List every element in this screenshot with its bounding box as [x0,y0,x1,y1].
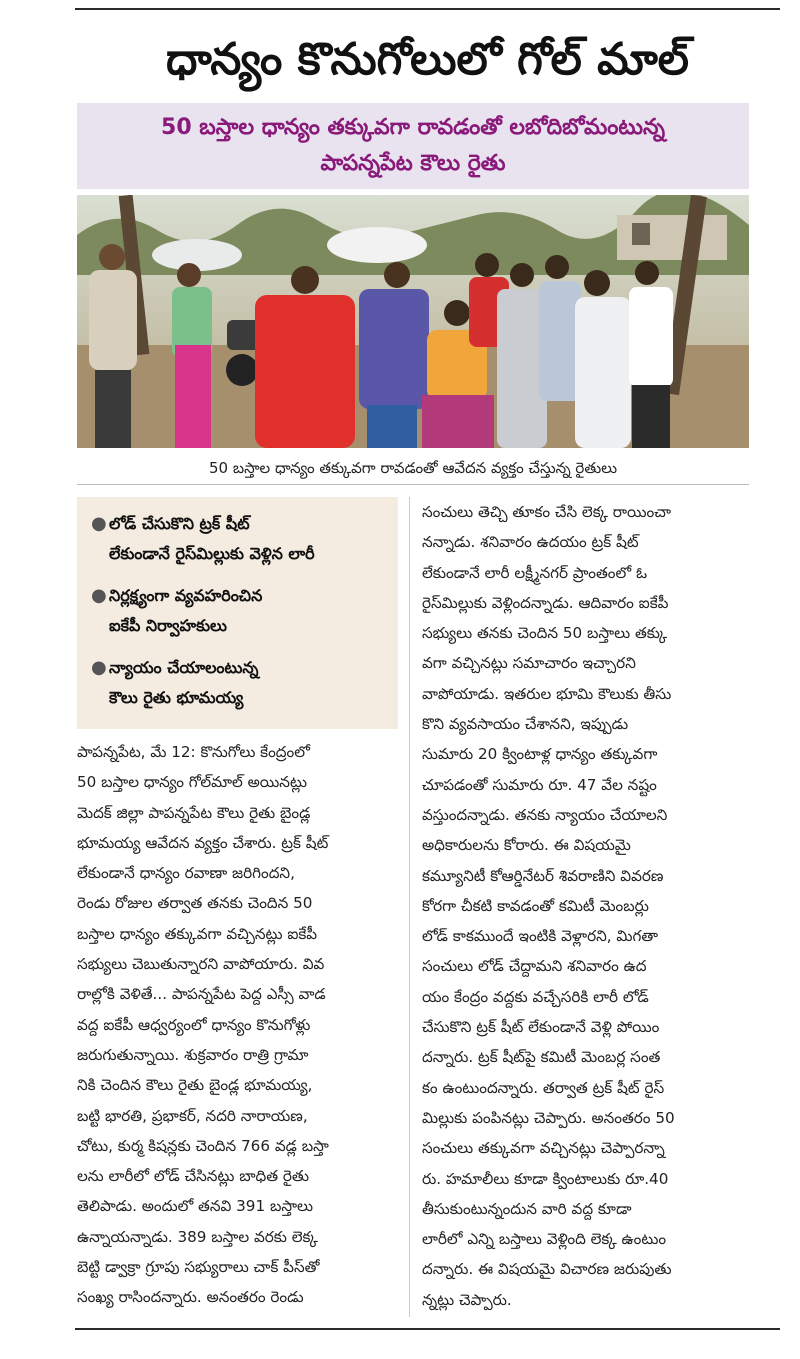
subheadline [77,103,749,189]
body-line: పాపన్నపేట, మే 12: కొనుగోలు కేంద్రంలో [77,743,310,761]
body-line: లేకుండానే లారీ లక్ష్మీనగర్ ప్రాంతంలో ఓ [422,563,648,582]
body-line: లారీలో ఎన్ని బస్తాలు వెళ్లింది లెక్క ఉంటుం [422,1230,667,1249]
subheadline-line-1: 50 బస్తాల ధాన్యం తక్కువగా రావడంతో లబోదిబోమంటున్న [161,115,665,140]
body-line: వగా వచ్చినట్లు సమాచారం ఇచ్చారని [422,654,636,673]
highlight-item [91,509,390,569]
highlight-line: లేకుండానే రైస్‌మిల్లుకు వెళ్లిన లారీ [109,544,315,563]
body-line: మిల్లుకు పంపినట్లు చెప్పారు. అనంతరం 50 [422,1108,675,1127]
news-photo [77,195,749,448]
body-line: అధికారులను కోరారు. ఈ విషయమై [422,836,631,855]
body-line: చోటు, కుర్మ కిషన్లకు చెందిన 766 వడ్ల బస్తా [77,1136,329,1155]
photo-caption: 50 బస్తాల ధాన్యం తక్కువగా రావడంతో ఆవేదన వ్యక్తం చేస్తున్న రైతులు [77,452,749,485]
body-line: కమ్యూనిటీ కోఆర్డినేటర్ శివరాణిని వివరణ [422,866,664,885]
bottom-rule [75,1328,780,1330]
subheadline-line-2: పాపన్నపేట కౌలు రైతు [320,151,506,176]
highlight-item [91,581,390,641]
body-line: నన్నాడు. శనివారం ఉదయం ట్రక్ షీట్ [422,533,639,552]
body-line: సంఖ్య రాసిందన్నారు. అనంతరం రెండు [77,1288,304,1307]
body-line: సభ్యులు చెబుతున్నారని వాపోయారు. వివ [77,955,325,974]
body-line: బెట్టి డ్వాక్రా గ్రూపు సభ్యురాలు చాక్ పీస్‌తో [77,1258,320,1277]
body-line: సభ్యులు తనకు చెందిన 50 బస్తాలు తక్కు [422,624,668,643]
body-line: తెలిపాడు. అందులో తనవి 391 బస్తాలు [77,1197,314,1216]
body-line: సంచులు లోడ్ చేద్దామని శనివారం ఉద [422,957,647,976]
body-line: వాపోయాడు. ఇతరుల భూమి కౌలుకు తీసు [422,684,672,703]
highlight-line: ఐకేపీ నిర్వాహకులు [109,616,227,635]
body-line: రాల్లోకి వెళితే... పాపన్నపేట పెద్ద ఎస్సీ వాడ [77,985,326,1004]
bullet-icon: ● [91,657,107,678]
bullet-icon: ● [91,585,107,606]
body-line: బస్తాల ధాన్యం తక్కువగా వచ్చినట్లు ఐకేపీ [77,924,318,943]
body-line: జరుగుతున్నాయి. శుక్రవారం రాత్రి గ్రామా [77,1045,309,1064]
highlight-line: లోడ్ చేసుకొని ట్రక్ షీట్ [109,514,250,533]
body-line: భూమయ్య ఆవేదన వ్యక్తం చేశారు. ట్రక్ షీట్ [77,833,329,852]
body-line: యం కేంద్రం వద్దకు వచ్చేసరికి లారీ లోడ్ [422,987,649,1006]
body-line: చేసుకొని ట్రక్ షీట్ లేకుండానే వెళ్లి పోయిం [422,1018,660,1037]
headline: ధాన్యం కొనుగోలులో గోల్ మాల్ [166,34,689,85]
highlight-line: న్యాయం చేయాలంటున్న [109,658,259,677]
body-line: రు. హమాలీలు కూడా క్వింటాలుకు రూ.40 [422,1169,669,1188]
body-line: దన్నారు. ట్రక్ షీట్‌పై కమిటీ మెంబర్ల సంత [422,1048,661,1067]
body-line: తీసుకుంటున్నందున వారి వద్ద కూడా [422,1199,632,1218]
body-line: రైస్‌మిల్లుకు వెళ్లిందన్నాడు. ఆదివారం ఐకేపీ [422,593,669,612]
body-line: ఉన్నాయన్నాడు. 389 బస్తాల వరకు లెక్క [77,1227,318,1246]
body-line: వస్తుందన్నాడు. తనకు న్యాయం చేయాలని [422,805,668,824]
body-line: 50 బస్తాల ధాన్యం గోల్‌మాల్ అయినట్లు [77,773,307,792]
body-line: చూపడంతో సుమారు రూ. 47 వేల నష్టం [422,775,657,794]
body-line: సుమారు 20 క్వింటాళ్ల ధాన్యం తక్కువగా [422,745,658,764]
column-divider [409,497,410,1317]
body-line: నికి చెందిన కౌలు రైతు బైండ్ల భూమయ్య, [77,1076,313,1095]
highlights-box [77,497,398,729]
body-line: కొని వ్యవసాయం చేశానని, ఇప్పుడు [422,715,629,734]
body-line: వద్ద ఐకేపీ ఆధ్వర్యంలో ధాన్యం కొనుగోళ్లు [77,1015,311,1034]
body-line: లేకుండానే ధాన్యం రవాణా జరిగిందని, [77,864,295,883]
body-line: సంచులు తక్కువగా వచ్చినట్లు చెప్పారన్నా [422,1139,665,1158]
highlight-line: నిర్లక్ష్యంగా వ్యవహరించిన [109,586,263,605]
body-line: న్నట్లు చెప్పారు. [422,1290,512,1309]
body-column-right [422,497,750,1315]
body-line: సంచులు తెచ్చి తూకం చేసి లెక్క రాయించా [422,503,672,521]
body-line: లను లారీలో లోడ్ చేసినట్లు బాధిత రైతు [77,1167,309,1186]
body-column-left [77,737,399,1313]
bullet-icon: ● [91,513,107,534]
body-line: దన్నారు. ఈ విషయమై విచారణ జరుపుతు [422,1260,672,1279]
highlight-item [91,653,390,713]
body-line: కోరగా చీకటి కావడంతో కమిటీ మెంబర్లు [422,896,649,915]
body-line: రెండు రోజుల తర్వాత తనకు చెందిన 50 [77,894,313,913]
body-line: కం ఉంటుందన్నారు. తర్వాత ట్రక్ షీట్ రైస్ [422,1078,665,1097]
highlight-line: కౌలు రైతు భూమయ్య [109,688,244,707]
top-rule [75,8,780,10]
body-line: లోడ్ కాకముందే ఇంటికి వెళ్లారని, మిగతా [422,927,658,946]
body-line: బట్టి భారతి, ప్రభాకర్, నదరి నారాయణ, [77,1106,308,1125]
body-line: మెదక్ జిల్లా పాపన్నపేట కౌలు రైతు బైండ్ల [77,803,311,822]
